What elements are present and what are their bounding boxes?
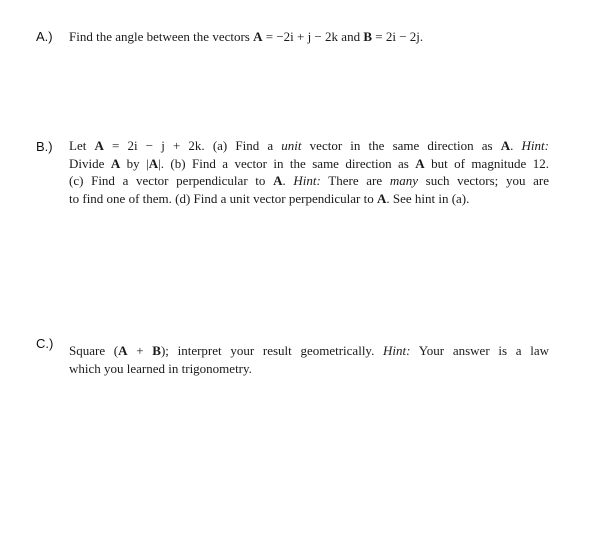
problem-b-line-4: to find one of them. (d) Find a unit vector perpendicular to A. See hint in (a). <box>69 190 470 206</box>
problem-b-label: B.) <box>36 139 53 154</box>
problem-b-line-2: Divide A by |A|. (b) Find a vector in the same direction as A but of magnitude 12. <box>69 155 549 171</box>
problem-a-label: A.) <box>36 29 53 44</box>
problem-c-line-1: Square (A + B); interpret your result geometrically. Hint: Your answer is a law <box>69 343 549 358</box>
problem-a-text <box>69 28 489 46</box>
problem-b-line-1: Let A = 2i − j + 2k. (a) Find a unit vector in the same direction as A. Hint: <box>69 138 549 153</box>
problem-b-line-3: (c) Find a vector perpendicular to A. Hint: There are many such vectors; you are <box>69 173 549 188</box>
problem-b-text <box>69 137 549 207</box>
problem-c-label: C.) <box>36 336 54 351</box>
problem-c-text <box>69 342 549 377</box>
problem-a-line-1: Find the angle between the vectors A = −2i + j − 2k and B = 2i − 2j. <box>69 29 424 44</box>
problem-c-line-2: which you learned in trigonometry. <box>69 360 252 376</box>
